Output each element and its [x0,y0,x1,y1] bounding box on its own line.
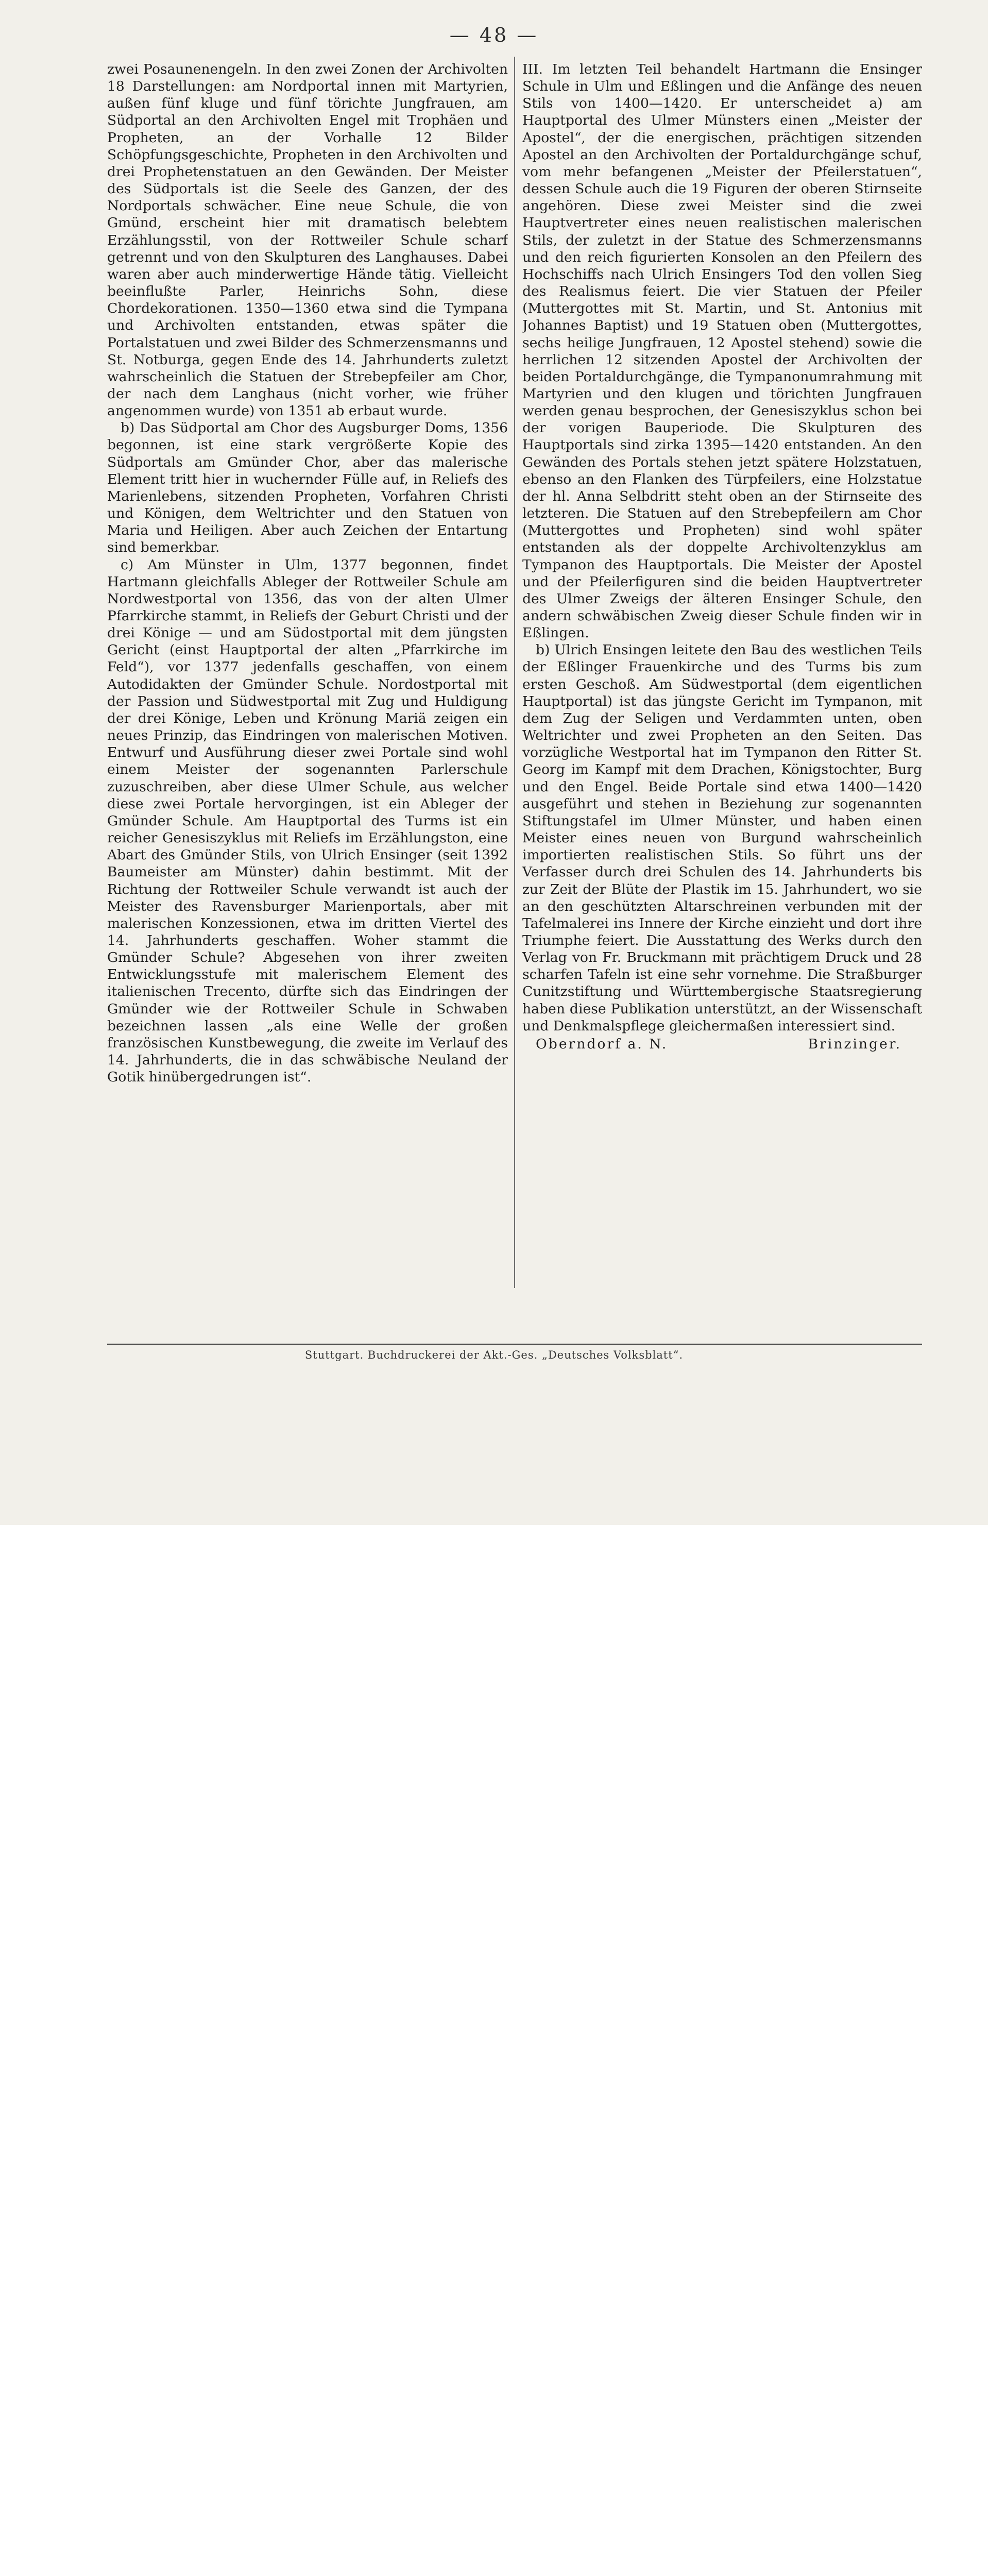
left-paragraph-3: c) Am Münster in Ulm, 1377 begonnen, findet Hartmann gleichfalls Ableger der Rottweiler Schule am Nordwestportal von 1356, das von der alten Ulmer Pfarrkirche stammt, in Reliefs der Geburt Christi und der drei Könige — und am Südostportal mit dem jüngsten Gericht (einst Hauptportal der alten „Pfarrkirche im Feld“), vor 1377 jedenfalls geschaffen, von einem Autodidakten der Gmünder Schule. Nordostportal mit der Passion und Südwestportal mit Zug und Huldigung der drei Könige, Leben und Krönung Mariä zeigen ein neues Prinzip, das Eindringen von malerischen Motiven. Entwurf und Ausführung dieser zwei Portale sind wohl einem Meister der sogenannten Parlerschule zuzuschreiben, aber diese Ulmer Schule, aus welcher diese zwei Portale hervorgingen, ist ein Ableger der Gmünder Schule. Am Hauptportal des Turms ist ein reicher Genesiszyklus mit Reliefs im Erzählungston, eine Abart des Gmünder Stils, von Ulrich Ensinger (seit 1392 Baumeister am Münster) dahin bestimmt. Mit der Richtung der Rottweiler Schule verwandt ist auch der Meister des Ravensburger Marienportals, aber mit malerischen Konzessionen, etwa im dritten Viertel des 14. Jahrhunderts geschaffen. Woher stammt die Gmünder Schule? Abgesehen von ihrer zweiten Entwicklungsstufe mit malerischem Element des italienischen Trecento, dürfte sich das Eindringen der Gmünder wie der Rottweiler Schule in Schwaben bezeichnen lassen „als eine Welle der großen französischen Kunstbewegung, die zweite im Verlauf des 14. Jahrhunderts, die in das schwäbische Neuland der Gotik hinübergedrungen ist“. [107,556,508,1086]
left-paragraph-2: b) Das Südportal am Chor des Augsburger Doms, 1356 begonnen, ist eine stark vergrößerte Kopie des Südportals am Gmünder Chor, aber das malerische Element tritt hier in wuchernder Fülle auf, in Reliefs des Marienlebens, sitzenden Propheten, Vorfahren Christi und Königen, dem Weltrichter und den Statuen von Maria und Heiligen. Aber auch Zeichen der Entartung sind bemerkbar. [107,420,508,556]
signature-line [522,1036,922,1053]
left-column [107,61,508,1338]
right-paragraph-2: b) Ulrich Ensingen leitete den Bau des westlichen Teils der Eßlinger Frauenkirche und des Turms bis zum ersten Geschoß. Am Südwestportal (dem eigentlichen Hauptportal) ist das jüngste Gericht im Tympanon, mit dem Zug der Seligen und Verdammten unten, oben Weltrichter und zwei Propheten an den Seiten. Das vorzügliche Westportal hat im Tympanon den Ritter St. Georg im Kampf mit dem Drachen, Königstochter, Burg und den Engel. Beide Portale sind etwa 1400—1420 ausgeführt und stehen in Beziehung zur sogenannten Stiftungstafel im Ulmer Münster, und haben einen Meister eines neuen von Burgund wahrscheinlich importierten realistischen Stils. So führt uns der Verfasser durch drei Schulen des 14. Jahrhunderts bis zur Zeit der Blüte der Plastik im 15. Jahrhundert, wo sie an den geschützten Altarschreinen verbunden mit der Tafelmalerei ins Innere der Kirche einzieht und dort ihre Triumphe feiert. Die Ausstattung des Werks durch den Verlag von Fr. Bruckmann mit prächtigem Druck und 28 scharfen Tafeln ist eine sehr vornehme. Die Straßburger Cunitzstiftung und Württembergische Staatsregierung haben diese Publikation unterstützt, an der Wissenschaft und Denkmalspflege gleichermaßen interessiert sind. [522,642,922,1034]
page-number: — 48 — [449,24,539,46]
column-divider [514,57,515,1288]
signature-name: Brinzinger. [808,1036,901,1052]
left-paragraph-1: zwei Posaunenengeln. In den zwei Zonen der Archivolten 18 Darstellungen: am Nordportal innen mit Martyrien, außen fünf kluge und fünf törichte Jungfrauen, am Südportal an den Archivolten Engel mit Trophäen und Propheten, an der Vorhalle 12 Bilder Schöpfungsgeschichte, Propheten in den Archivolten und drei Prophetenstatuen an den Gewänden. Der Meister des Südportals ist die Seele des Ganzen, der des Nordportals schwächer. Eine neue Schule, die von Gmünd, erscheint hier mit dramatisch belebtem Erzählungsstil, von der Rottweiler Schule scharf getrennt und von den Skulpturen des Langhauses. Dabei waren aber auch minderwertige Hände tätig. Vielleicht beeinflußte Parler, Heinrichs Sohn, diese Chordekorationen. 1350—1360 etwa sind die Tympana und Archivolten entstanden, etwas später die Portalstatuen und zwei Bilder des Schmerzensmanns und St. Notburga, gegen Ende des 14. Jahrhunderts zuletzt wahrscheinlich die Statuen der Strebepfeiler am Chor, der nach dem Langhaus (nicht vorher, wie früher angenommen wurde) von 1351 ab erbaut wurde. [107,61,508,419]
printer-imprint: Stuttgart. Buchdruckerei der Akt.-Ges. „Deutsches Volksblatt“. [304,1349,684,1361]
digitization-footer [0,1525,988,1601]
right-column [522,61,922,1338]
signature-place: Oberndorf a. N. [536,1036,668,1052]
imprint-rule [107,1344,922,1345]
right-paragraph-1: III. Im letzten Teil behandelt Hartmann die Ensinger Schule in Ulm und Eßlingen und die Anfänge des neuen Stils von 1400—1420. Er unterscheidet a) am Hauptportal des Ulmer Münsters einen „Meister der Apostel“, der die energischen, prächtigen sitzenden Apostel an den Archivolten der Portaldurchgänge schuf, vom mehr befangenen „Meister der Pfeilerstatuen“, dessen Schule auch die 19 Figuren der oberen Stirnseite angehören. Diese zwei Meister sind die zwei Hauptvertreter eines neuen realistischen malerischen Stils, der zuletzt in der Statue des Schmerzensmanns und den reich figurierten Konsolen an den Pfeilern des Hochschiffs nach Ulrich Ensingers Tod den vollen Sieg des Realismus feiert. Die vier Statuen der Pfeiler (Muttergottes mit St. Martin, und St. Antonius mit Johannes Baptist) und 19 Statuen oben (Muttergottes, sechs heilige Jungfrauen, 12 Apostel stehend) sowie die herrlichen 12 sitzenden Apostel der Archivolten der beiden Portaldurchgänge, die Tympanonumrahmung mit Martyrien und den klugen und törichten Jungfrauen werden genau besprochen, der Genesiszyklus schon bei der vorigen Bauperiode. Die Skulpturen des Hauptportals sind zirka 1395—1420 entstanden. An den Gewänden des Portals stehen jetzt spätere Holzstatuen, ebenso an den Flanken des Türpfeilers, eine Holzstatue der hl. Anna Selbdritt steht oben an der Stirnseite des letzteren. Die Statuen auf den Strebepfeilern am Chor (Muttergottes und Propheten) sind wohl später entstanden als der doppelte Archivoltenzyklus am Tympanon des Hauptportals. Die Meister der Apostel und der Pfeilerfiguren sind die beiden Hauptvertreter des Ulmer Zweigs der älteren Ensinger Schule, den andern schwäbischen Zweig dieser Schule finden wir in Eßlingen. [522,61,922,641]
